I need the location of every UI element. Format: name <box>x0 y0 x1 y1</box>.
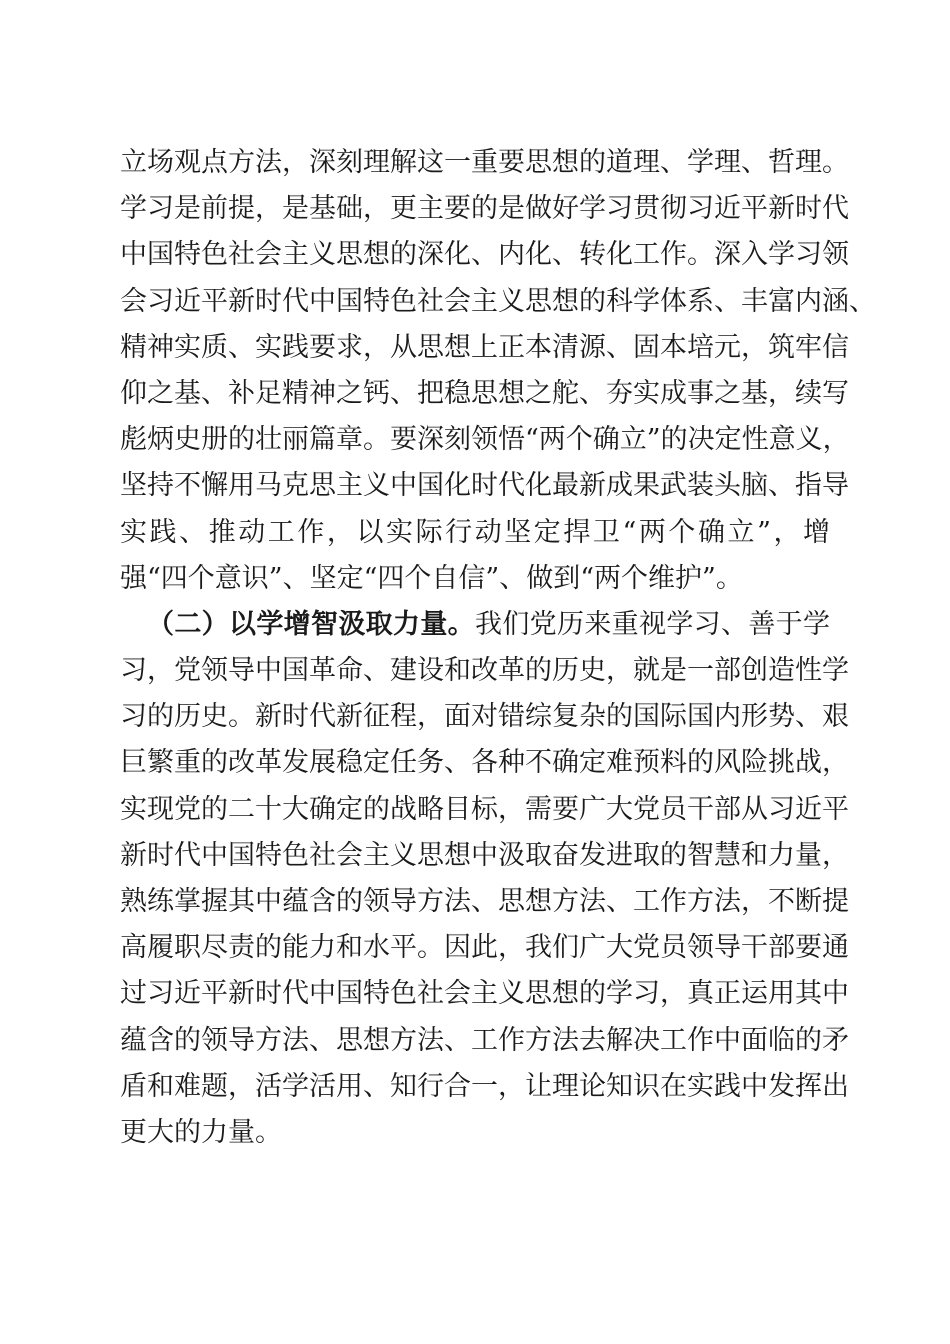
text-line: 蕴含的领导方法、思想方法、工作方法去解决工作中面临的矛 <box>120 1024 849 1056</box>
text-line: 实践、推动工作，以实际行动坚定捍卫“两个确立”，增 <box>120 516 830 548</box>
text-line: 中国特色社会主义思想的深化、内化、转化工作。深入学习领 <box>120 239 849 271</box>
text-line: 习，党领导中国革命、建设和改革的历史，就是一部创造性学 <box>120 655 849 687</box>
text-line: 巨繁重的改革发展稳定任务、各种不确定难预料的风险挑战， <box>120 747 849 779</box>
text-line: 学习是前提，是基础，更主要的是做好学习贯彻习近平新时代 <box>120 193 849 225</box>
paragraph-first-line <box>120 602 830 648</box>
text-line: 仰之基、补足精神之钙、把稳思想之舵、夯实成事之基，续写 <box>120 377 849 409</box>
text-line: 实现党的二十大确定的战略目标，需要广大党员干部从习近平 <box>120 793 849 825</box>
text-line: 更大的力量。 <box>120 1116 282 1148</box>
document-body <box>120 140 876 1156</box>
text-line: 盾和难题，活学活用、知行合一，让理论知识在实践中发挥出 <box>120 1070 849 1102</box>
heading-line-rest: 我们党历来重视学习、善于学 <box>475 608 830 640</box>
text-line: 熟练掌握其中蕴含的领导方法、思想方法、工作方法，不断提 <box>120 886 849 917</box>
text-line: 强“四个意识”、坚定“四个自信”、做到“两个维护”。 <box>120 562 743 594</box>
text-line: 坚持不懈用马克思主义中国化时代化最新成果武装头脑、指导 <box>120 470 849 502</box>
text-line: 新时代中国特色社会主义思想中汲取奋发进取的智慧和力量， <box>120 839 849 871</box>
text-line: 过习近平新时代中国特色社会主义思想的学习，真正运用其中 <box>120 978 849 1010</box>
text-line: 精神实质、实践要求，从思想上正本清源、固本培元，筑牢信 <box>120 331 849 363</box>
text-line: 习的历史。新时代新征程，面对错综复杂的国际国内形势、艰 <box>120 701 849 733</box>
text-line: 高履职尽责的能力和水平。因此，我们广大党员领导干部要通 <box>120 932 849 964</box>
paragraph-1 <box>120 140 876 602</box>
text-line: 会习近平新时代中国特色社会主义思想的科学体系、丰富内涵、 <box>120 285 876 317</box>
paragraph-2 <box>120 602 849 1156</box>
text-line: 彪炳史册的壮丽篇章。要深刻领悟“两个确立”的决定性意义， <box>120 424 850 456</box>
text-line: 立场观点方法，深刻理解这一重要思想的道理、学理、哲理。 <box>120 147 849 178</box>
section-heading: （二）以学增智汲取力量。 <box>147 608 475 640</box>
